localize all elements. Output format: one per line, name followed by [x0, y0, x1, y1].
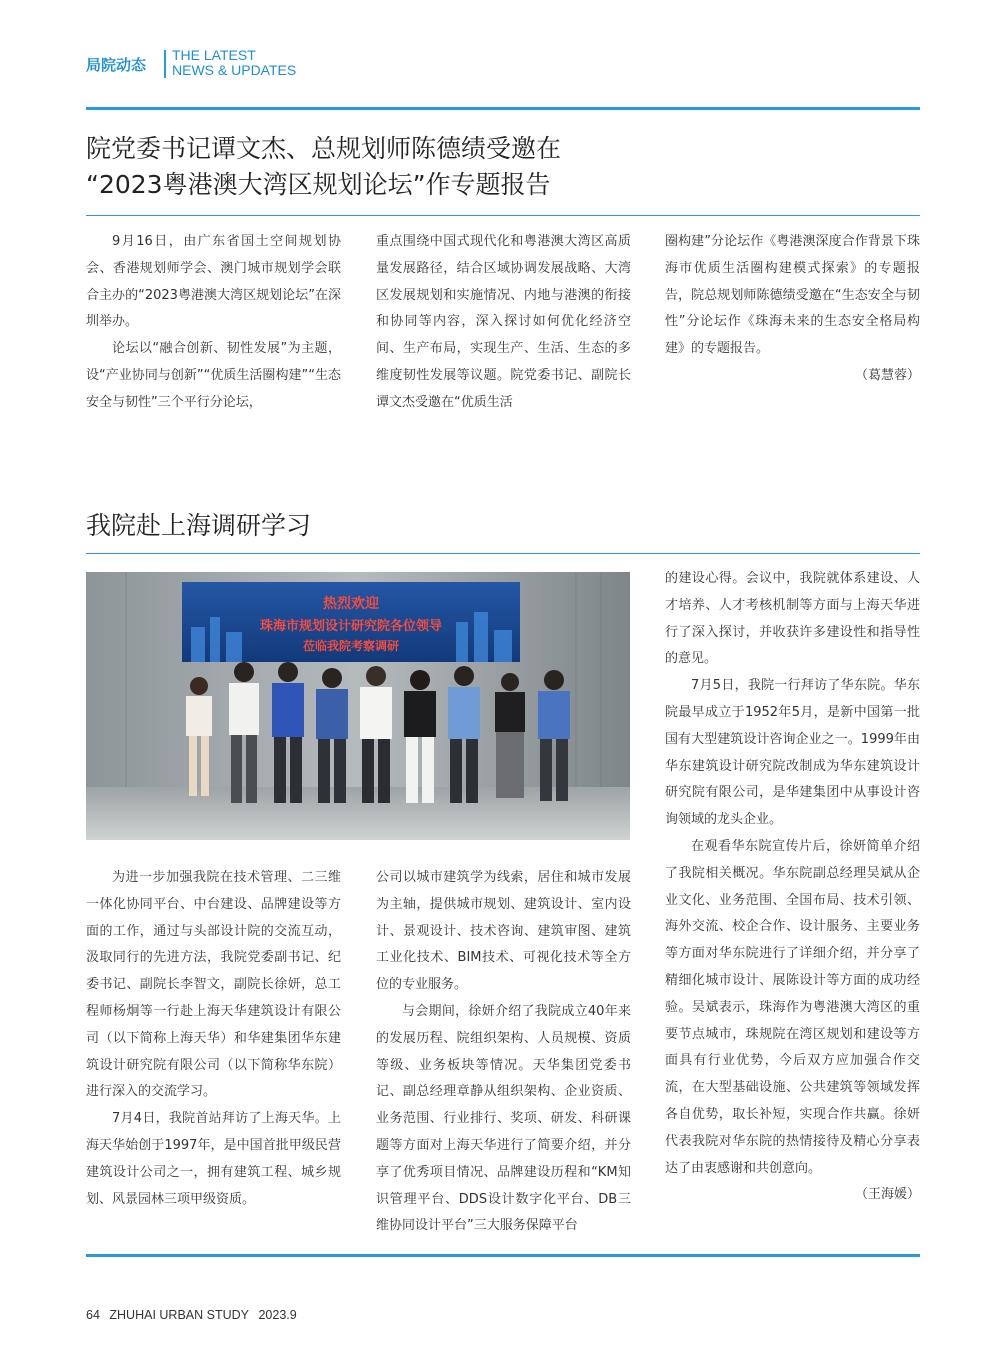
article1-title — [86, 131, 561, 203]
article1-byline: （葛慧蓉） — [854, 367, 920, 383]
article2-byline: （王海媛） — [854, 1187, 920, 1203]
article2-title: 我院赴上海调研学习 — [86, 511, 312, 540]
article2-column-1 — [86, 865, 341, 1213]
banner-line3: 莅临我院考察调研 — [302, 639, 400, 653]
header-divider — [164, 50, 166, 78]
article1-column-3 — [665, 229, 920, 390]
section-title-en-line2: NEWS & UPDATES — [172, 62, 297, 78]
article1-column-2 — [376, 229, 631, 417]
section-title-en-line1: THE LATEST — [172, 47, 256, 63]
group-photo-illustration — [86, 572, 630, 840]
section-title-cn: 局院动态 — [86, 56, 147, 74]
paragraph: 7月5日，我院一行拜访了华东院。华东院最早成立于1952年5月，是新中国第一批国有大型建筑设计咨询企业之一。1999年由华东建筑设计研究院改制成为华东建筑设计研究院有限公司，是华建集团中从事设计咨询领域的龙头企业。 — [665, 678, 920, 828]
article1-title-line2: “2023粤港澳大湾区规划论坛”作专题报告 — [86, 170, 551, 199]
paragraph: 与会期间，徐妍介绍了我院成立40年来的发展历程、院组织架构、人员规模、资质等级、业务板块等情况。天华集团党委书记、副总经理章静从组织架构、企业资质、业务范围、行业排行、奖项、研发、科研课题等方面对上海天华进行了简要介绍，并分享了优秀项目情况、品牌建设历程和“KM知识管理平台、DDS设计数字化平台、DB三维协同设计平台”三大服务保障平台 — [376, 1003, 631, 1234]
issue-number: 2023.9 — [258, 1308, 297, 1322]
article1-rule — [86, 215, 920, 216]
paragraph: 重点围绕中国式现代化和粤港澳大湾区高质量发展路径，结合区域协调发展战略、大湾区发展规划和实施情况、内地与港澳的衔接和协同等内容，深入探讨如何优化经济空间、生产布局，实现生产、生活、生态的多维度韧性发展等议题。院党委书记、副院长谭文杰受邀在“优质生活 — [376, 234, 631, 410]
page-number: 64 — [86, 1308, 100, 1322]
article2-rule — [86, 553, 920, 554]
paragraph: 为进一步加强我院在技术管理、二三维一体化协同平台、中台建设、品牌建设等方面的工作，通过与头部设计院的交流互动，汲取同行的先进方法，我院党委副书记、纪委书记、副院长李智文，副院长徐妍，总工程师杨炯等一行赴上海天华建筑设计有限公司（以下简称上海天华）和华建集团华东建筑设计研究院有限公司（以下简称华东院）进行深入的交流学习。 — [86, 870, 341, 1100]
footer-rule — [86, 1254, 920, 1257]
header-rule — [86, 107, 920, 110]
paragraph: 7月4日，我院首站拜访了上海天华。上海天华始创于1997年，是中国首批甲级民营建筑设计公司之一，拥有建筑工程、城乡规划、风景园林三项甲级资质。 — [86, 1111, 341, 1207]
article2-column-3 — [665, 566, 920, 1209]
paragraph: 论坛以“融合创新、韧性发展”为主题，设“产业协同与创新”“优质生活圈构建”“生态安全与韧性”三个平行分论坛， — [86, 341, 341, 410]
paragraph: 在观看华东院宣传片后，徐妍简单介绍了我院相关概况。华东院副总经理吴斌从企业文化、业务范围、全国布局、技术引领、海外交流、校企合作、设计服务、主要业务等方面对华东院进行了详细介绍，并分享了精细化城市设计、展陈设计等方面的成功经验。吴斌表示，珠海作为粤港澳大湾区的重要节点城市，珠规院在湾区规划和建设等方面具有行业优势，今后双方应加强合作交流，在大型基础设施、公共建筑等领域发挥各自优势，取长补短，实现合作共赢。徐妍代表我院对华东院的热情接待及精心分享表达了由衷感谢和共创意向。 — [665, 838, 920, 1176]
banner-line2: 珠海市规划设计研究院各位领导 — [259, 619, 443, 634]
journal-name: ZHUHAI URBAN STUDY — [109, 1308, 249, 1322]
paragraph: 的建设心得。会议中，我院就体系建设、人才培养、人才考核机制等方面与上海天华进行了深入探讨，并收获许多建设性和指导性的意见。 — [665, 571, 920, 667]
article1-title-line1: 院党委书记谭文杰、总规划师陈德绩受邀在 — [86, 134, 562, 163]
article1-column-1 — [86, 229, 341, 417]
page-footer — [86, 1308, 303, 1322]
paragraph: 圈构建”分论坛作《粤港澳深度合作背景下珠海市优质生活圈构建模式探索》的专题报告，院总规划师陈德绩受邀在“生态安全与韧性”分论坛作《珠海未来的生态安全格局构建》的专题报告。 — [665, 234, 920, 357]
paragraph: 9月16日，由广东省国土空间规划协会、香港规划师学会、澳门城市规划学会联合主办的“2023粤港澳大湾区规划论坛”在深圳举办。 — [86, 234, 341, 330]
group-photo — [86, 572, 630, 840]
paragraph: 公司以城市建筑学为线索，居住和城市发展为主轴，提供城市规划、建筑设计、室内设计、景观设计、技术咨询、建筑审图、建筑工业化技术、BIM技术、可视化技术等全方位的专业服务。 — [376, 870, 631, 993]
banner-line1: 热烈欢迎 — [323, 596, 379, 612]
article2-column-2 — [376, 865, 631, 1240]
section-title-en — [172, 48, 332, 78]
